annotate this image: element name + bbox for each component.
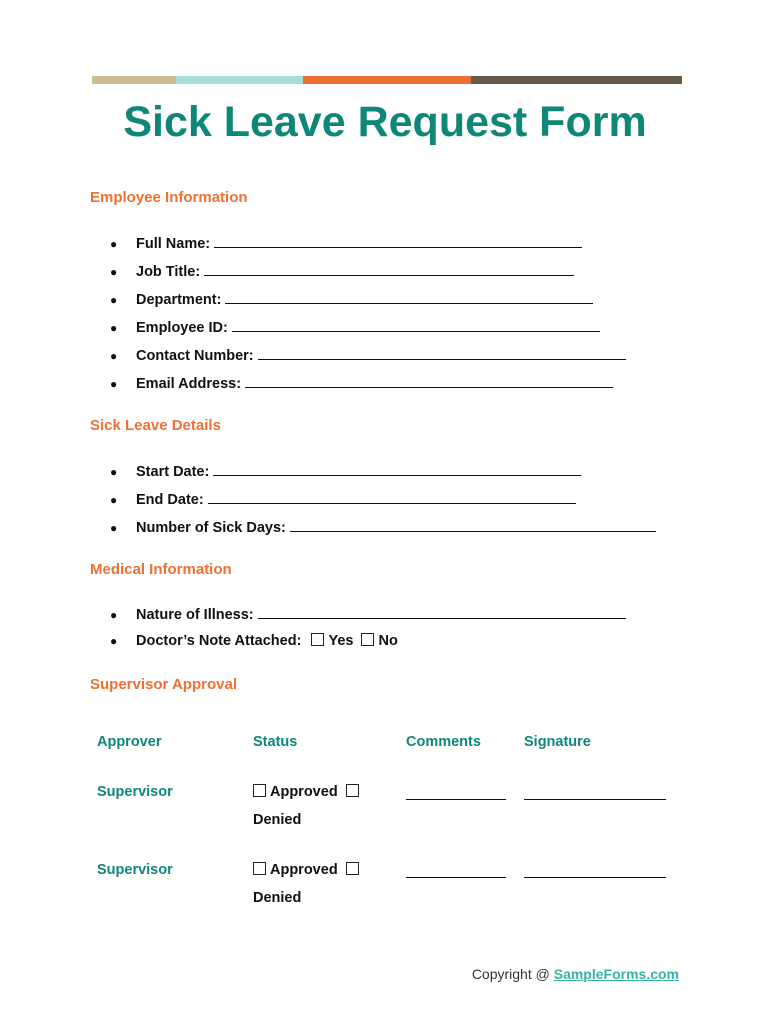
medical-field-list xyxy=(110,604,626,660)
bullet-icon: ● xyxy=(110,349,118,363)
approver-cell: Supervisor xyxy=(97,784,173,800)
column-header-signature: Signature xyxy=(524,734,591,750)
field-label: Job Title: xyxy=(136,264,201,280)
header-color-bar xyxy=(92,76,682,84)
field-label: Email Address: xyxy=(136,376,242,392)
list-item xyxy=(110,632,626,660)
copyright-text: Copyright @ xyxy=(471,966,550,982)
page-title: Sick Leave Request Form xyxy=(123,98,647,146)
field-label: Nature of Illness: xyxy=(136,607,254,623)
bullet-icon: ● xyxy=(110,634,118,648)
field-label: Start Date: xyxy=(136,464,210,480)
bullet-icon: ● xyxy=(110,293,118,307)
list-item xyxy=(110,345,626,373)
email-address-field[interactable] xyxy=(245,373,613,388)
employee-field-list xyxy=(110,233,626,401)
end-date-field[interactable] xyxy=(208,489,576,504)
copyright-footer xyxy=(472,965,679,983)
field-label: Full Name: xyxy=(136,236,211,252)
approved-checkbox[interactable] xyxy=(253,784,266,797)
status-cell xyxy=(253,778,383,834)
column-header-approver: Approver xyxy=(97,734,162,750)
list-item xyxy=(110,517,656,545)
job-title-field[interactable] xyxy=(204,261,574,276)
start-date-field[interactable] xyxy=(213,461,581,476)
denied-label: Denied xyxy=(253,812,302,828)
no-checkbox[interactable] xyxy=(361,633,374,646)
list-item xyxy=(110,317,626,345)
approved-checkbox[interactable] xyxy=(253,862,266,875)
color-bar-segment xyxy=(92,76,176,84)
status-cell xyxy=(253,856,383,912)
list-item xyxy=(110,289,626,317)
bullet-icon: ● xyxy=(110,465,118,479)
field-label: Contact Number: xyxy=(136,348,254,364)
section-heading-employee: Employee Information xyxy=(90,189,248,206)
denied-checkbox[interactable] xyxy=(346,862,359,875)
bullet-icon: ● xyxy=(110,608,118,622)
denied-label: Denied xyxy=(253,890,302,906)
list-item xyxy=(110,489,656,517)
section-heading-approval: Supervisor Approval xyxy=(90,676,237,693)
leave-field-list xyxy=(110,461,656,545)
brand-link[interactable]: SampleForms.com xyxy=(553,966,679,982)
bullet-icon: ● xyxy=(110,265,118,279)
list-item xyxy=(110,604,626,632)
approved-label: Approved xyxy=(270,784,338,800)
signature-field[interactable] xyxy=(524,861,666,878)
yes-checkbox[interactable] xyxy=(311,633,324,646)
no-label: No xyxy=(378,633,398,649)
approver-cell: Supervisor xyxy=(97,862,173,878)
employee-id-field[interactable] xyxy=(232,317,600,332)
field-label: Employee ID: xyxy=(136,320,228,336)
sick-days-field[interactable] xyxy=(290,517,656,532)
list-item xyxy=(110,261,626,289)
comments-field[interactable] xyxy=(406,861,506,878)
color-bar-segment xyxy=(303,76,471,84)
section-heading-leave: Sick Leave Details xyxy=(90,417,221,434)
list-item xyxy=(110,461,656,489)
bullet-icon: ● xyxy=(110,237,118,251)
nature-of-illness-field[interactable] xyxy=(258,604,626,619)
signature-field[interactable] xyxy=(524,783,666,800)
full-name-field[interactable] xyxy=(214,233,582,248)
contact-number-field[interactable] xyxy=(258,345,626,360)
bullet-icon: ● xyxy=(110,321,118,335)
bullet-icon: ● xyxy=(110,521,118,535)
denied-checkbox[interactable] xyxy=(346,784,359,797)
bullet-icon: ● xyxy=(110,493,118,507)
approved-label: Approved xyxy=(270,862,338,878)
color-bar-segment xyxy=(471,76,682,84)
field-label: Department: xyxy=(136,292,222,308)
list-item xyxy=(110,373,626,401)
comments-field[interactable] xyxy=(406,783,506,800)
field-label: End Date: xyxy=(136,492,204,508)
list-item xyxy=(110,233,626,261)
column-header-status: Status xyxy=(253,734,298,750)
field-label: Number of Sick Days: xyxy=(136,520,286,536)
yes-label: Yes xyxy=(328,633,354,649)
section-heading-medical: Medical Information xyxy=(90,561,232,578)
color-bar-segment xyxy=(176,76,303,84)
field-label: Doctor’s Note Attached: xyxy=(136,633,302,649)
department-field[interactable] xyxy=(225,289,593,304)
bullet-icon: ● xyxy=(110,377,118,391)
column-header-comments: Comments xyxy=(406,734,481,750)
